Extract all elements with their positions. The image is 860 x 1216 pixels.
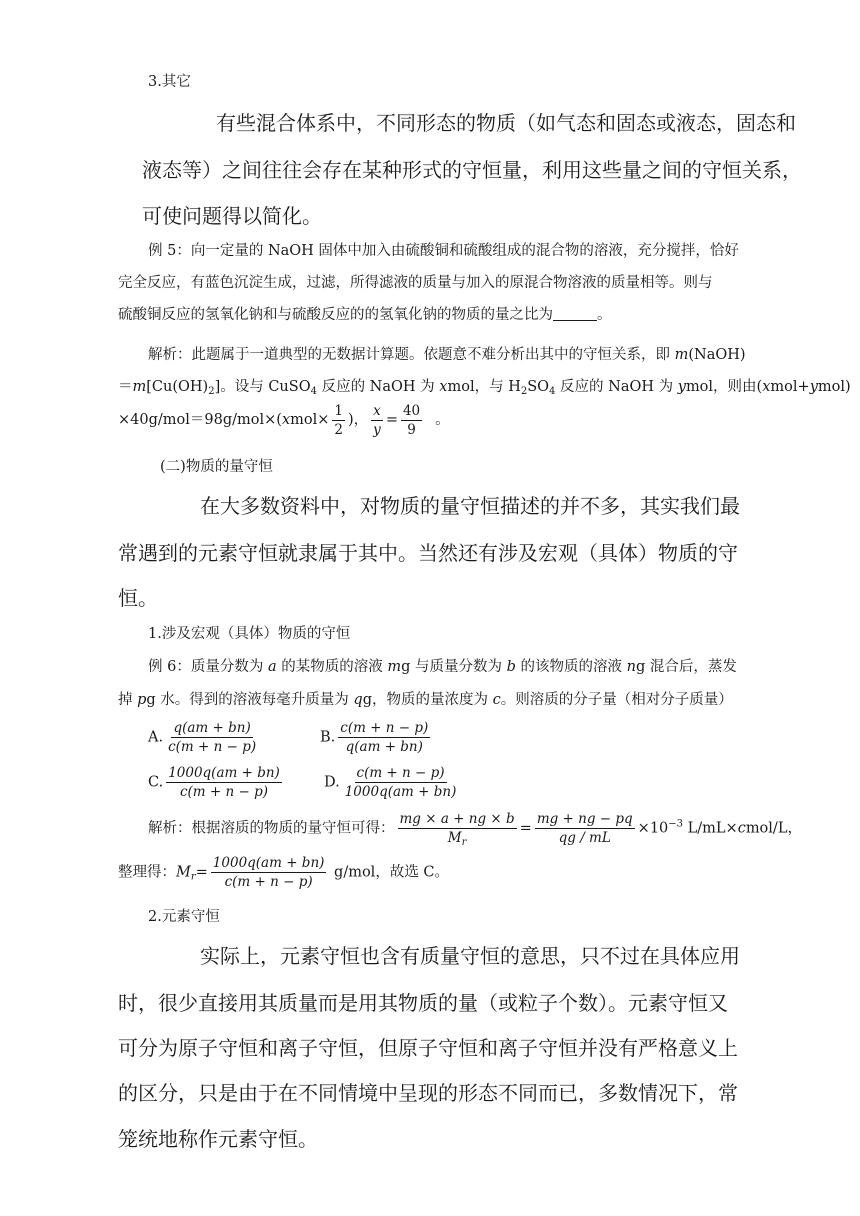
answer-blank xyxy=(553,306,597,321)
section-3-paragraph-line: 有些混合体系中，不同形态的物质（如气态和固态或液态，固态和 xyxy=(216,111,796,135)
subsection-2-paragraph-line: 的区分，只是由于在不同情境中呈现的形态不同而已，多数情况下，常 xyxy=(118,1081,738,1105)
moles-fraction: $\frac{mg \times a + ng \times b}{M_r}$ xyxy=(399,811,515,848)
result-fraction: $\frac{40}{9}$ xyxy=(402,402,421,438)
option-d[interactable]: D. $\frac{c(m + n - p)}{1000q(am + bn)}$ xyxy=(324,765,457,800)
half-fraction: $\frac{1}{2}$ xyxy=(334,402,343,438)
example-6-line-1: 例 6：质量分数为 a 的某物质的溶液 mg 与质量分数为 b 的该物质的溶液 ng 混合后，蒸发 xyxy=(148,659,737,675)
analysis-6-line-2: 整理得：$M_r=$ $\frac{1000q(am + bn)}{c(m + n - p)}$ g/mol，故选 C。 xyxy=(118,855,450,890)
section-two-paragraph-line: 常遇到的元素守恒就隶属于其中。当然还有涉及宏观（具体）物质的守 xyxy=(118,541,738,565)
analysis-5-line-1: 解析：此题属于一道典型的无数据计算题。依题意不难分析出其中的守恒关系，即 m(NaOH) xyxy=(148,347,746,363)
subsection-2-paragraph-line: 时，很少直接用其质量而是用其物质的量（或粒子个数）。元素守恒又 xyxy=(118,991,728,1015)
subsection-2-heading: 2.元素守恒 xyxy=(148,909,220,925)
option-a[interactable]: A. $\frac{q(am + bn)}{c(m + n - p)}$ xyxy=(148,720,257,755)
subsection-1-heading: 1.涉及宏观（具体）物质的守恒 xyxy=(148,626,351,642)
subsection-2-paragraph-line: 可分为原子守恒和离子守恒，但原子守恒和离子守恒并没有严格意义上 xyxy=(118,1036,738,1060)
subsection-2-paragraph-line: 实际上，元素守恒也含有质量守恒的意思，只不过在具体应用 xyxy=(200,944,740,968)
section-3-heading: 3.其它 xyxy=(148,74,191,90)
example-5-line: 完全反应，有蓝色沉淀生成，过滤，所得滤液的质量与加入的原混合物溶液的质量相等。则与 xyxy=(118,275,713,291)
example-6-line-2: 掉 pg 水。得到的溶液每毫升质量为 qg，物质的量浓度为 c。则溶质的分子量（相对分子质量） xyxy=(118,692,733,708)
example-5-line: 例 5：向一定量的 NaOH 固体中加入由硫酸铜和硫酸组成的混合物的溶液，充分搅拌，恰好 xyxy=(148,243,739,259)
section-two-paragraph-line: 在大多数资料中，对物质的量守恒描述的并不多，其实我们最 xyxy=(200,494,740,518)
example-5-line-3: 硫酸铜反应的氢氧化钠和与硫酸反应的的氢氧化钠的物质的量之比为 。 xyxy=(118,307,612,323)
section-3-paragraph-line: 可使问题得以简化。 xyxy=(142,204,322,228)
section-two-paragraph-line: 恒。 xyxy=(118,586,158,610)
option-c[interactable]: C. $\frac{1000q(am + bn)}{c(m + n - p)}$ xyxy=(148,765,280,800)
section-3-paragraph-line: 液态等）之间往往会存在某种形式的守恒量，利用这些量之间的守恒关系， xyxy=(142,158,802,182)
analysis-5-line-2: $=m[Cu(OH)_2]$。设与 CuSO$_4$ 反应的 NaOH 为 xmol，与 $H_2SO_4$ 反应的 NaOH 为 ymol，则由(xmol+ymol) xyxy=(118,379,851,397)
section-two-heading: (二)物质的量守恒 xyxy=(160,459,273,475)
ratio-fraction: $\frac{x}{y}$ xyxy=(373,402,381,438)
option-b[interactable]: B. $\frac{c(m + n - p)}{q(am + bn)}$ xyxy=(320,720,429,755)
molar-mass-fraction: $\frac{1000q(am + bn)}{c(m + n - p)}$ xyxy=(212,855,325,890)
subsection-2-paragraph-line: 笼统地称作元素守恒。 xyxy=(118,1127,318,1151)
analysis-5-line-3: ×40g/mol＝98g/mol×(xmol× $\frac{1}{2}$ )， $\frac{x}{y}$ = $\frac{40}{9}$ 。 xyxy=(118,402,450,438)
volume-fraction: $\frac{mg + ng - pq}{qg / mL}$ xyxy=(536,811,633,846)
analysis-6-line-1: 解析：根据溶质的物质的量守恒可得： $\frac{mg \times a + ng \times b}{M_r}$ = $\frac{mg + ng - pq}{qg / mL}$ $\times 10^{-3}$ L/mL×cmol/L， xyxy=(148,811,802,848)
